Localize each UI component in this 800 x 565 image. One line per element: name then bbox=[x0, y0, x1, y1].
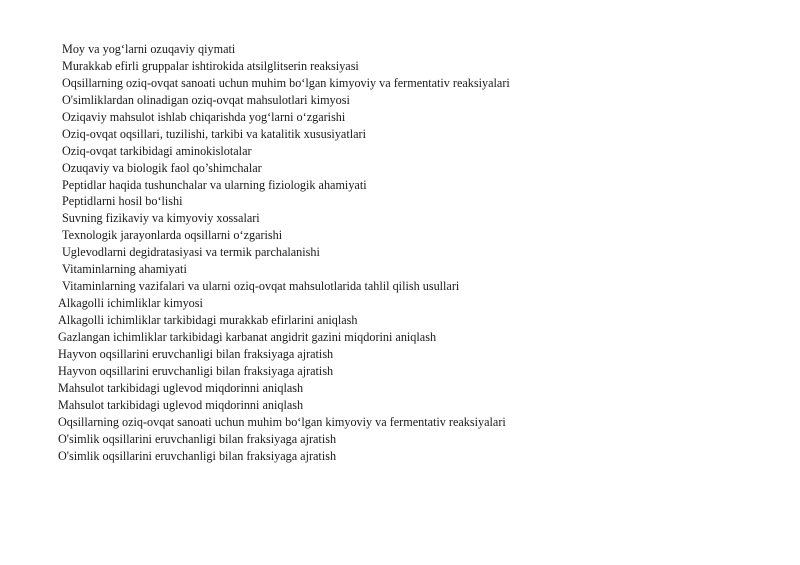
topic-line: Mahsulot tarkibidagi uglevod miqdorinni aniqlash bbox=[58, 397, 304, 412]
topic-line: Vitaminlarning ahamiyati bbox=[62, 262, 187, 277]
topic-line: Gazlangan ichimliklar tarkibidagi karbanat angidrit gazini miqdorini aniqlash bbox=[58, 329, 437, 344]
topic-line: Vitaminlarning vazifalari va ularni oziq-ovqat mahsulotlarida tahlil qilish usullari bbox=[62, 279, 460, 294]
topic-line: Oziq-ovqat tarkibidagi aminokislotalar bbox=[62, 143, 252, 158]
topic-line: Uglevodlarni degidratasiyasi va termik parchalanishi bbox=[62, 245, 320, 260]
topic-line: Texnologik jarayonlarda oqsillarni o‘zgarishi bbox=[62, 228, 283, 243]
topic-line: Mahsulot tarkibidagi uglevod miqdorinni aniqlash bbox=[58, 380, 304, 395]
topic-line: Hayvon oqsillarini eruvchanligi bilan fraksiyaga ajratish bbox=[58, 346, 334, 361]
topic-line: Hayvon oqsillarini eruvchanligi bilan fraksiyaga ajratish bbox=[58, 363, 334, 378]
topic-line: Ozuqaviy va biologik faol qo’shimchalar bbox=[62, 160, 262, 175]
topic-line: Alkagolli ichimliklar tarkibidagi murakkab efirlarini aniqlash bbox=[58, 313, 358, 327]
topic-line: O'simliklardan olinadigan oziq-ovqat mahsulotlari kimyosi bbox=[62, 92, 350, 107]
topic-line: O'simlik oqsillarini eruvchanligi bilan fraksiyaga ajratish bbox=[58, 448, 337, 463]
topic-line: Oqsillarning oziq-ovqat sanoati uchun muhim bo‘lgan kimyoviy va fermentativ reaksiyalari bbox=[58, 414, 506, 429]
topic-line: Peptidlar haqida tushunchalar va ularning fiziologik ahamiyati bbox=[62, 177, 367, 192]
topic-line: Oziqaviy mahsulot ishlab chiqarishda yog‘larni o‘zgarishi bbox=[62, 109, 346, 124]
topic-line: Oqsillarning oziq-ovqat sanoati uchun muhim bo‘lgan kimyoviy va fermentativ reaksiyalari bbox=[62, 75, 510, 90]
topic-line: Murakkab efirli gruppalar ishtirokida atsilglitserin reaksiyasi bbox=[62, 58, 359, 73]
topic-line: Peptidlarni hosil bo‘lishi bbox=[62, 194, 183, 209]
topic-list bbox=[58, 41, 510, 464]
topic-line: Suvning fizikaviy va kimyoviy xossalari bbox=[62, 211, 260, 226]
topic-line: Oziq-ovqat oqsillari, tuzilishi, tarkibi va katalitik xususiyatlari bbox=[62, 126, 366, 141]
topic-line: Moy va yog‘larni ozuqaviy qiymati bbox=[62, 42, 236, 56]
topic-line: O'simlik oqsillarini eruvchanligi bilan fraksiyaga ajratish bbox=[58, 431, 337, 446]
topic-line: Alkagolli ichimliklar kimyosi bbox=[58, 296, 203, 311]
